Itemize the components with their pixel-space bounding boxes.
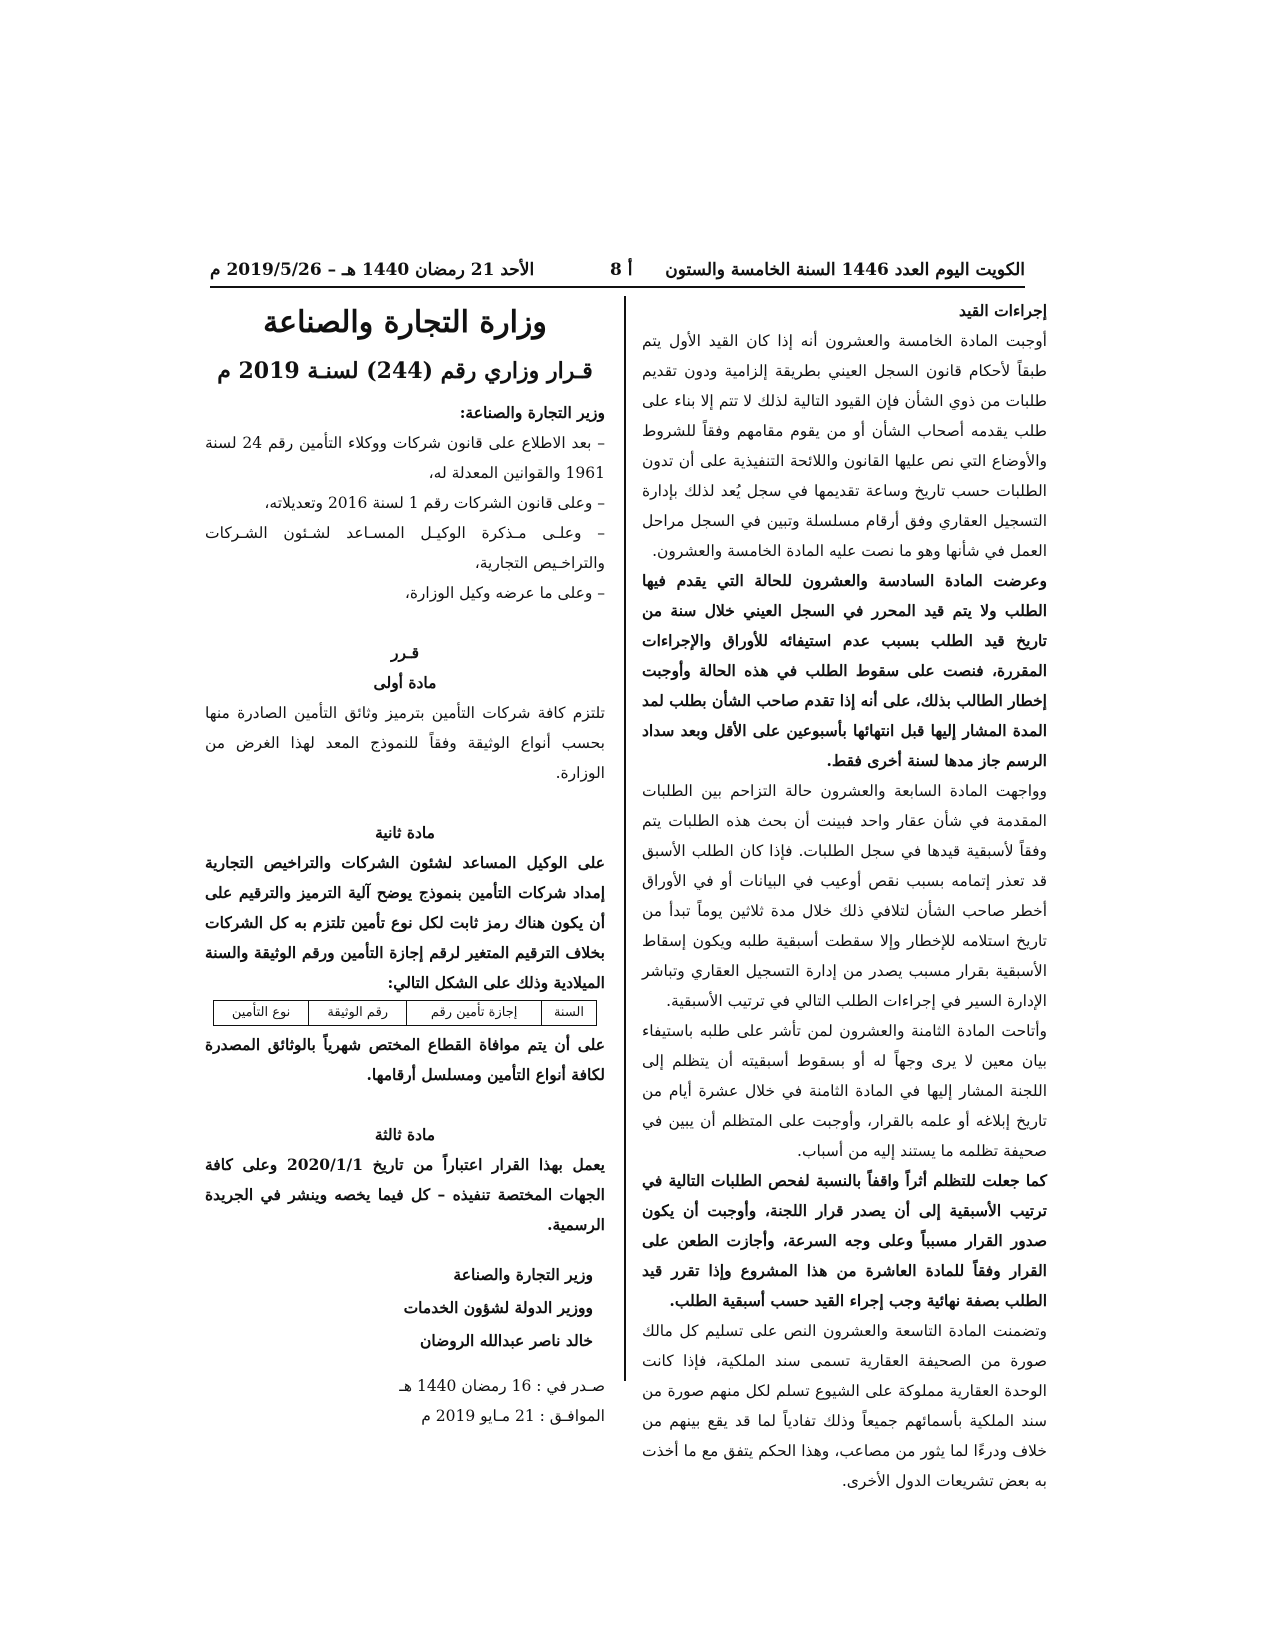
minister-intro: وزير التجارة والصناعة: xyxy=(459,403,605,422)
left-column xyxy=(205,296,605,1431)
paragraph: وتضمنت المادة التاسعة والعشرون النص على تسليم كل مالك صورة من الصحيفة العقارية تسمى سند الملكية، فإذا كانت الوحدة العقارية مملوكة على الشيوع تسلم لكل منهم صورة من سند الملكية بأسمائهم جميعاً وذلك تفادياً لما قد يقع بينهم من خلاف ودرءًا لما يثور من مصاعب، وهذا الحكم يتفق مع ما أخذت به بعض تشريعات الدول الأخرى. xyxy=(642,1322,1047,1490)
table-header-row xyxy=(214,1001,597,1026)
table-header-cell: إجازة تأمين رقم xyxy=(407,1001,542,1026)
paragraph: أوجبت المادة الخامسة والعشرون أنه إذا كان القيد الأول يتم طبقاً لأحكام قانون السجل العيني بطريقة إلزامية ودون تقديم طلبات من ذوي الشأن فإن القيود التالية لذلك لا تتم إلا بناء على طلب يقدمه أصحاب الشأن أو من يقوم مقامهم وفقاً للشروط والأوضاع التي نص عليها القانون واللائحة التنفيذية على أن تدون الطلبات حسب تاريخ وساعة تقديمها في سجل يُعد لذلك بإدارة التسجيل العقاري وفق أرقام مسلسلة وتبين في السجل مراحل العمل في شأنها وهو ما نصت عليه المادة الخامسة والعشرون. xyxy=(642,332,1047,560)
decided-heading: قـرر xyxy=(391,643,419,662)
issue-date-gregorian: الموافـق : 21 مـايو 2019 م xyxy=(421,1407,605,1425)
table-header-cell: نوع التأمين xyxy=(214,1001,309,1026)
article-1-title: مادة أولى xyxy=(373,673,437,692)
signatory-name: خالد ناصر عبدالله الروضان xyxy=(420,1331,593,1350)
article-2-title: مادة ثانية xyxy=(375,823,435,842)
article-2-text: على الوكيل المساعد لشئون الشركات والتراخيص التجارية إمداد شركات التأمين بنموذج يوضح آلية الترميز والترقيم على أن يكون هناك رمز ثابت لكل نوع تأمين تلتزم به كل الشركات بخلاف الترقيم المتغير لرقم إجازة التأمين ورقم الوثيقة والسنة الميلادية وذلك على الشكل التالي: xyxy=(205,853,605,992)
preamble-item: – وعلـى مـذكرة الوكيـل المسـاعد لشـئون الشـركات والتراخـيص التجارية، xyxy=(205,524,605,572)
article-2-after-table: على أن يتم موافاة القطاع المختص شهرياً بالوثائق المصدرة لكافة أنواع التأمين ومسلسل أرقامها. xyxy=(205,1035,605,1084)
article-1-text: تلتزم كافة شركات التأمين بترميز وثائق التأمين الصادرة منها بحسب أنواع الوثيقة وفقاً للنموذج المعد لهذا الغرض من الوزارة. xyxy=(205,704,605,782)
column-divider xyxy=(624,296,626,1381)
header-date: الأحد 21 رمضان 1440 هـ – 2019/5/26 م xyxy=(210,260,535,280)
paragraph: وواجهت المادة السابعة والعشرون حالة التزاحم بين الطلبات المقدمة في شأن عقار واحد فبينت أن بحث هذه الطلبات يتم وفقاً لأسبقية قيدها في سجل الطلبات. فإذا كان الطلب الأسبق قد تعذر إتمامه بسبب نقص أوعيب في البيانات أو في الأوراق أخطر صاحب الشأن لتلافي ذلك خلال مدة ثلاثين يوماً تبدأ من تاريخ استلامه للإخطار وإلا سقطت أسبقية طلبه ويكون إسقاط الأسبقية بقرار مسبب يصدر من إدارة التسجيل العقاري وتباشر الإدارة السير في إجراءات الطلب التالي في ترتيب الأسبقية. xyxy=(642,782,1047,1010)
preamble-item: – بعد الاطلاع على قانون شركات ووكلاء التأمين رقم 24 لسنة 1961 والقوانين المعدلة له، xyxy=(205,434,605,482)
signature-block xyxy=(205,1258,605,1357)
issue-date-block xyxy=(205,1371,605,1431)
header-page-number: أ 8 xyxy=(610,260,633,280)
signatory-title: ووزير الدولة لشؤون الخدمات xyxy=(403,1298,593,1317)
page-header xyxy=(210,256,1025,288)
section-title: إجراءات القيد xyxy=(958,301,1047,320)
right-column xyxy=(642,296,1047,1496)
table-header-cell: السنة xyxy=(541,1001,596,1026)
header-issue-info: الكويت اليوم العدد 1446 السنة الخامسة والستون xyxy=(665,260,1025,280)
table-header-cell: رقم الوثيقة xyxy=(309,1001,407,1026)
insurance-code-table xyxy=(213,1000,597,1026)
paragraph: وعرضت المادة السادسة والعشرون للحالة التي يقدم فيها الطلب ولا يتم قيد المحرر في السجل العيني خلال سنة من تاريخ قيد الطلب بسبب عدم استيفائه للأوراق والإجراءات المقررة، فنصت على سقوط الطلب في هذه الحالة وأوجبت إخطار الطالب بذلك، على أنه إذا تقدم صاحب الشأن بطلب لمد المدة المشار إليها قبل انتهائها بأسبوعين على الأقل وبعد سداد الرسم جاز مدها لسنة أخرى فقط. xyxy=(642,571,1047,770)
issue-date-hijri: صـدر في : 16 رمضان 1440 هـ xyxy=(399,1377,605,1395)
paragraph: كما جعلت للتظلم أثراً واقفاً بالنسبة لفحص الطلبات التالية في ترتيب الأسبقية إلى أن يصدر قرار اللجنة، وأوجبت أن يكون صدور القرار مسبباً وعلى وجه السرعة، وأجازت الطعن على القرار وفقاً للمادة العاشرة من هذا المشروع وإذا تقرر قيد الطلب بصفة نهائية وجب إجراء القيد حسب أسبقية الطلب. xyxy=(642,1171,1047,1310)
decree-title: قـرار وزاري رقم (244) لسنـة 2019 م xyxy=(217,358,593,384)
article-3-text: يعمل بهذا القرار اعتباراً من تاريخ 2020/1/1 وعلى كافة الجهات المختصة تنفيذه – كل فيما يخصه وينشر في الجريدة الرسمية. xyxy=(205,1155,605,1234)
paragraph: وأتاحت المادة الثامنة والعشرون لمن تأشر على طلبه باستيفاء بيان معين لا يرى وجهاً له أو بسقوط أسبقيته أن يتظلم إلى اللجنة المشار إليها في المادة الثامنة في خلال عشرة أيام من تاريخ إبلاغه أو علمه بالقرار، وأوجبت على المتظلم أن يبين في صحيفة تظلمه ما يستند إليه من أسباب. xyxy=(642,1022,1047,1160)
ministry-title: وزارة التجارة والصناعة xyxy=(263,305,547,340)
article-3-title: مادة ثالثة xyxy=(374,1125,436,1144)
preamble-item: – وعلى قانون الشركات رقم 1 لسنة 2016 وتعديلاته، xyxy=(264,494,605,512)
signatory-title: وزير التجارة والصناعة xyxy=(453,1265,593,1284)
preamble-item: – وعلى ما عرضه وكيل الوزارة، xyxy=(404,584,605,602)
